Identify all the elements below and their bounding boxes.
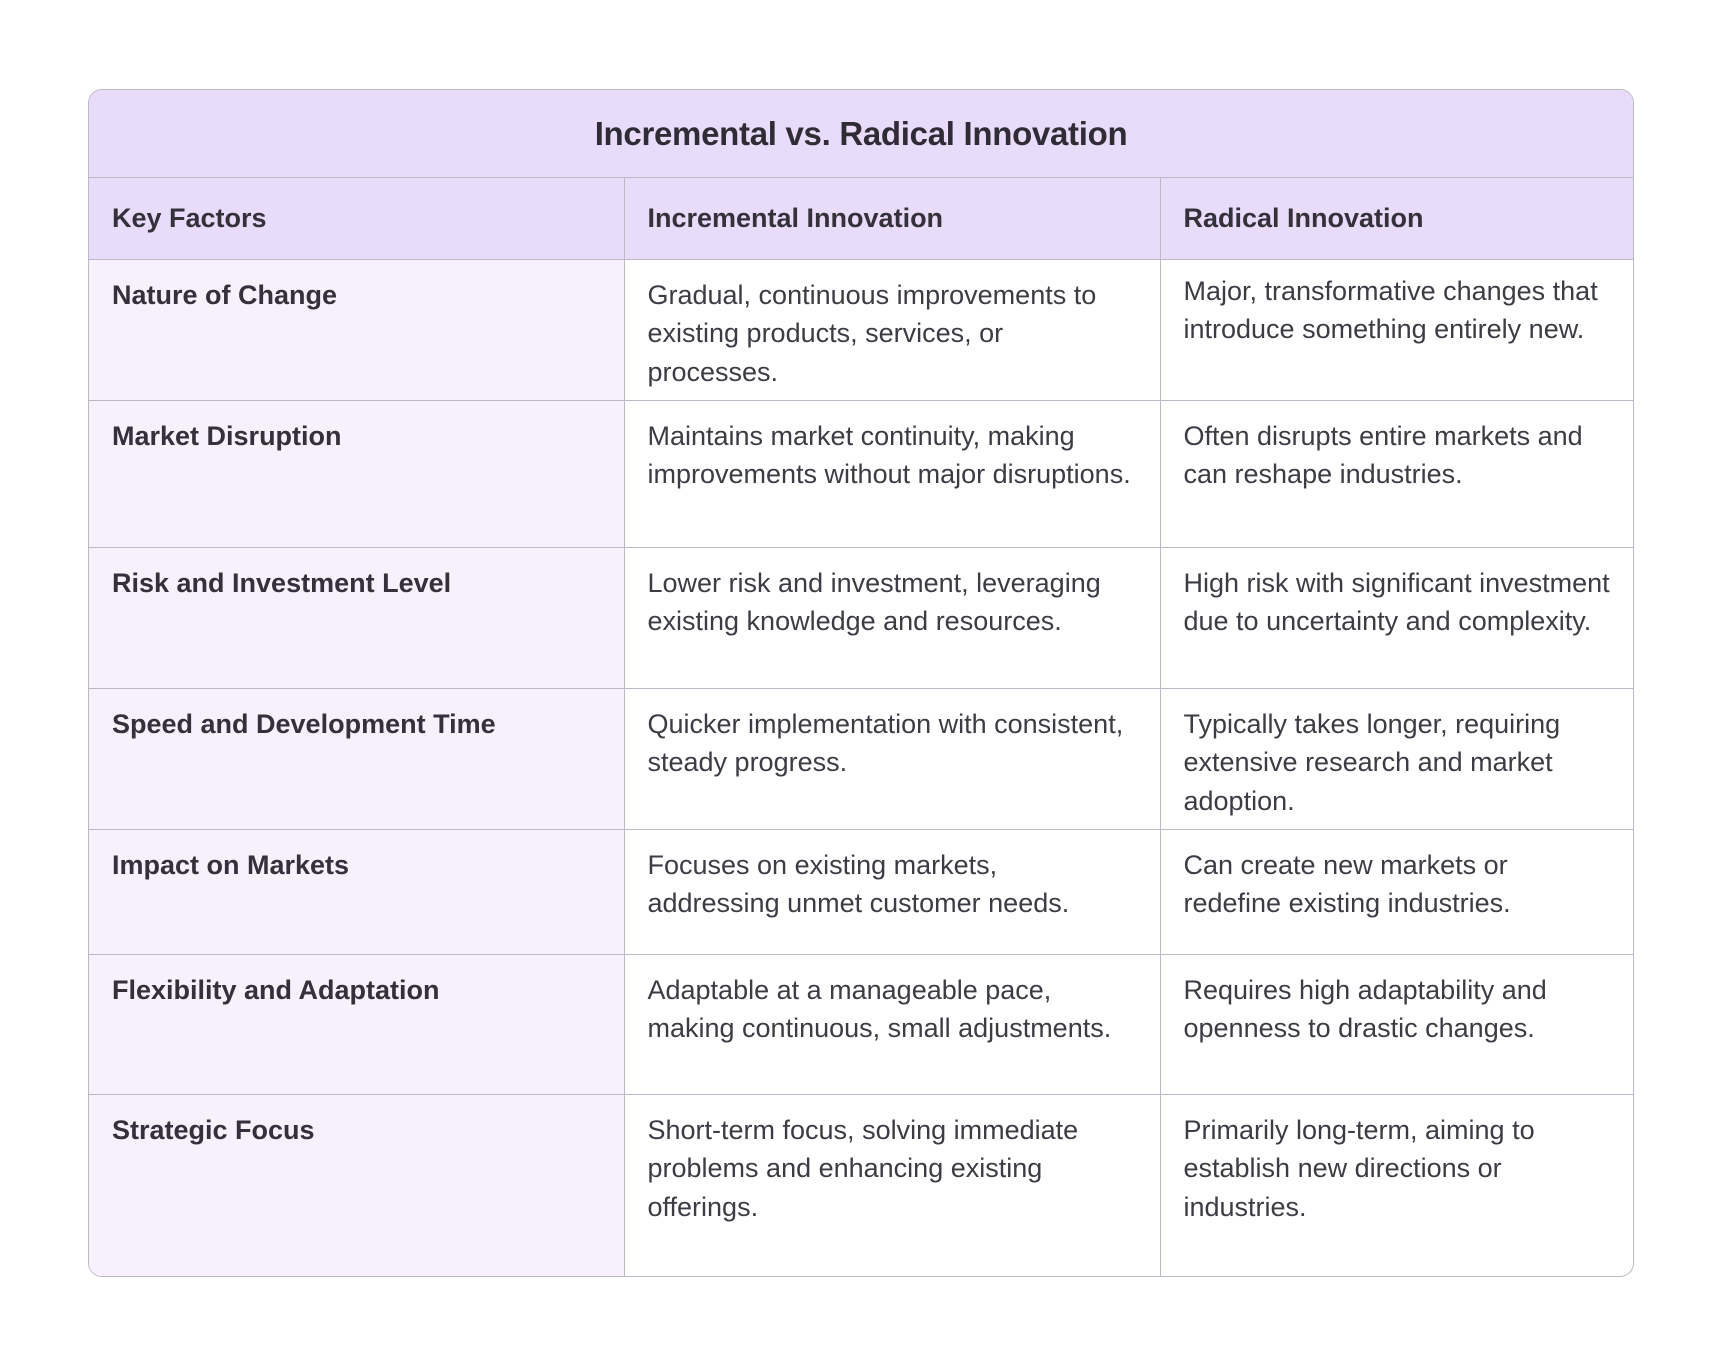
- incremental-cell: Gradual, continuous improvements to existing products, services, or processes.: [624, 259, 1160, 400]
- header-incremental-innovation: Incremental Innovation: [624, 178, 1160, 259]
- radical-cell: Can create new markets or redefine existing industries.: [1160, 829, 1633, 954]
- header-row: [89, 178, 1633, 259]
- radical-cell: Major, transformative changes that introduce something entirely new.: [1160, 259, 1633, 400]
- factor-cell: Risk and Investment Level: [89, 547, 624, 688]
- header-radical-innovation: Radical Innovation: [1160, 178, 1633, 259]
- incremental-cell: Quicker implementation with consistent, steady progress.: [624, 688, 1160, 829]
- factor-cell: Market Disruption: [89, 400, 624, 547]
- comparison-table: [89, 178, 1633, 1276]
- incremental-cell: Short-term focus, solving immediate problems and enhancing existing offerings.: [624, 1094, 1160, 1276]
- header-key-factors: Key Factors: [89, 178, 624, 259]
- incremental-cell: Focuses on existing markets, addressing unmet customer needs.: [624, 829, 1160, 954]
- factor-cell: Strategic Focus: [89, 1094, 624, 1276]
- table-row: [89, 954, 1633, 1094]
- table-row: [89, 259, 1633, 400]
- factor-cell: Flexibility and Adaptation: [89, 954, 624, 1094]
- table-row: [89, 688, 1633, 829]
- radical-cell: High risk with significant investment due to uncertainty and complexity.: [1160, 547, 1633, 688]
- factor-cell: Speed and Development Time: [89, 688, 624, 829]
- incremental-cell: Maintains market continuity, making improvements without major disruptions.: [624, 400, 1160, 547]
- factor-cell: Impact on Markets: [89, 829, 624, 954]
- table-title: Incremental vs. Radical Innovation: [89, 90, 1633, 178]
- radical-cell: Requires high adaptability and openness to drastic changes.: [1160, 954, 1633, 1094]
- factor-cell: Nature of Change: [89, 259, 624, 400]
- comparison-table-card: [88, 89, 1634, 1277]
- table-row: [89, 547, 1633, 688]
- radical-cell: Typically takes longer, requiring extensive research and market adoption.: [1160, 688, 1633, 829]
- table-row: [89, 1094, 1633, 1276]
- table-row: [89, 829, 1633, 954]
- radical-cell: Primarily long-term, aiming to establish new directions or industries.: [1183, 1114, 1535, 1222]
- incremental-cell: Adaptable at a manageable pace, making continuous, small adjustments.: [624, 954, 1160, 1094]
- incremental-cell: Lower risk and investment, leveraging existing knowledge and resources.: [624, 547, 1160, 688]
- table-row: [89, 400, 1633, 547]
- radical-cell: Often disrupts entire markets and can reshape industries.: [1160, 400, 1633, 547]
